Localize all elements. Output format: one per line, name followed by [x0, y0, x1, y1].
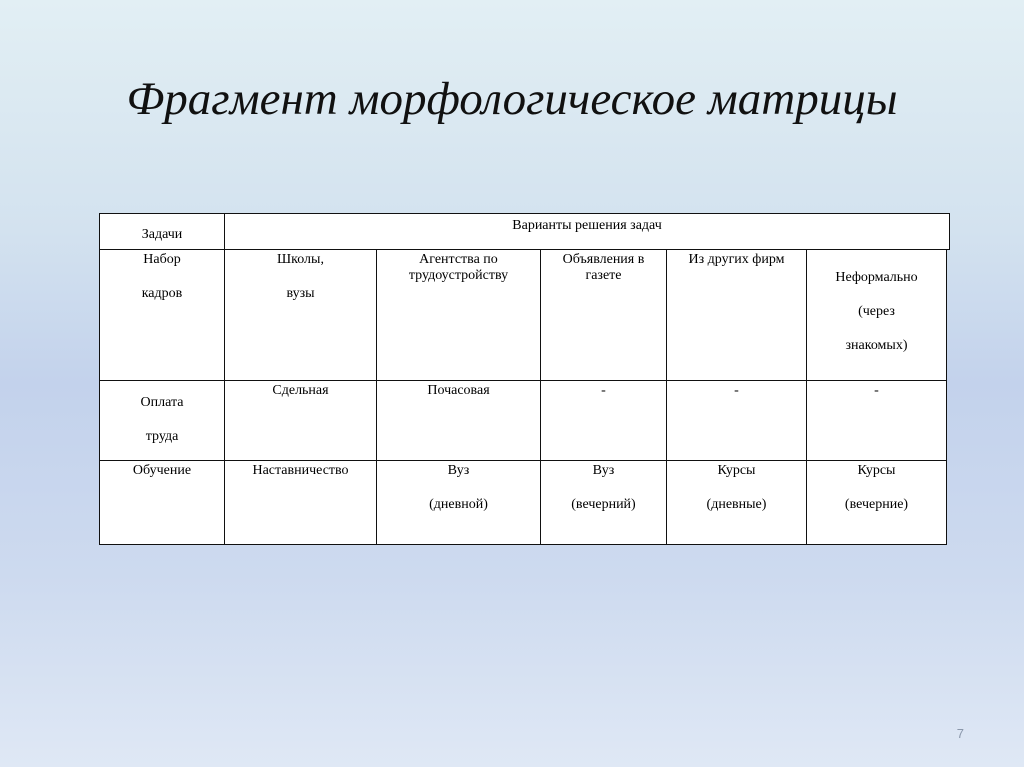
variant-cell [806, 380, 947, 461]
cell-text: Курсы [857, 463, 896, 478]
cell-text: Сдельная [272, 383, 329, 398]
cell-text: Почасовая [427, 383, 490, 398]
cell-text: Из других фирм [688, 252, 785, 267]
cell-text: (через [858, 304, 895, 319]
cell-text: - [601, 383, 606, 398]
cell-text: Неформально [835, 270, 918, 285]
cell-text: (вечерний) [571, 497, 636, 512]
cell-text: трудоустройству [408, 268, 509, 283]
row-task-cell [99, 460, 225, 545]
cell-text: Вуз [592, 463, 615, 478]
variant-cell [540, 460, 667, 545]
cell-text: Вуз [447, 463, 470, 478]
cell-text: Агентства по [419, 252, 498, 267]
variant-cell [376, 380, 541, 461]
variant-cell [224, 460, 377, 545]
cell-text: - [874, 383, 879, 398]
variant-cell [806, 460, 947, 545]
page-number: 7 [956, 726, 964, 741]
variant-cell [540, 380, 667, 461]
variant-cell [666, 460, 807, 545]
cell-text: Оплата [140, 395, 184, 410]
variant-cell [806, 249, 947, 381]
header-tasks: Задачи [99, 213, 225, 250]
cell-text: Набор [143, 252, 181, 267]
cell-text: (дневной) [429, 497, 488, 512]
cell-text: труда [145, 429, 179, 444]
variant-cell [376, 460, 541, 545]
cell-text: кадров [141, 286, 183, 301]
cell-text: Курсы [717, 463, 756, 478]
variant-cell [666, 249, 807, 381]
cell-text: - [734, 383, 739, 398]
cell-text: (дневные) [706, 497, 767, 512]
cell-text: Обучение [132, 463, 192, 478]
row-task-cell [99, 249, 225, 381]
cell-text: (вечерние) [844, 497, 909, 512]
cell-text: знакомых) [845, 338, 908, 353]
variant-cell [376, 249, 541, 381]
variant-cell [666, 380, 807, 461]
header-variants: Варианты решения задач [224, 213, 950, 250]
cell-text: Наставничество [252, 463, 349, 478]
cell-text: газете [585, 268, 622, 283]
variant-cell [224, 380, 377, 461]
slide-title: Фрагмент морфологическое матрицы [126, 73, 898, 125]
variant-cell [540, 249, 667, 381]
cell-text: вузы [286, 286, 315, 301]
row-task-cell [99, 380, 225, 461]
cell-text: Школы, [277, 252, 324, 267]
variant-cell [224, 249, 377, 381]
cell-text: Объявления в [562, 252, 645, 267]
